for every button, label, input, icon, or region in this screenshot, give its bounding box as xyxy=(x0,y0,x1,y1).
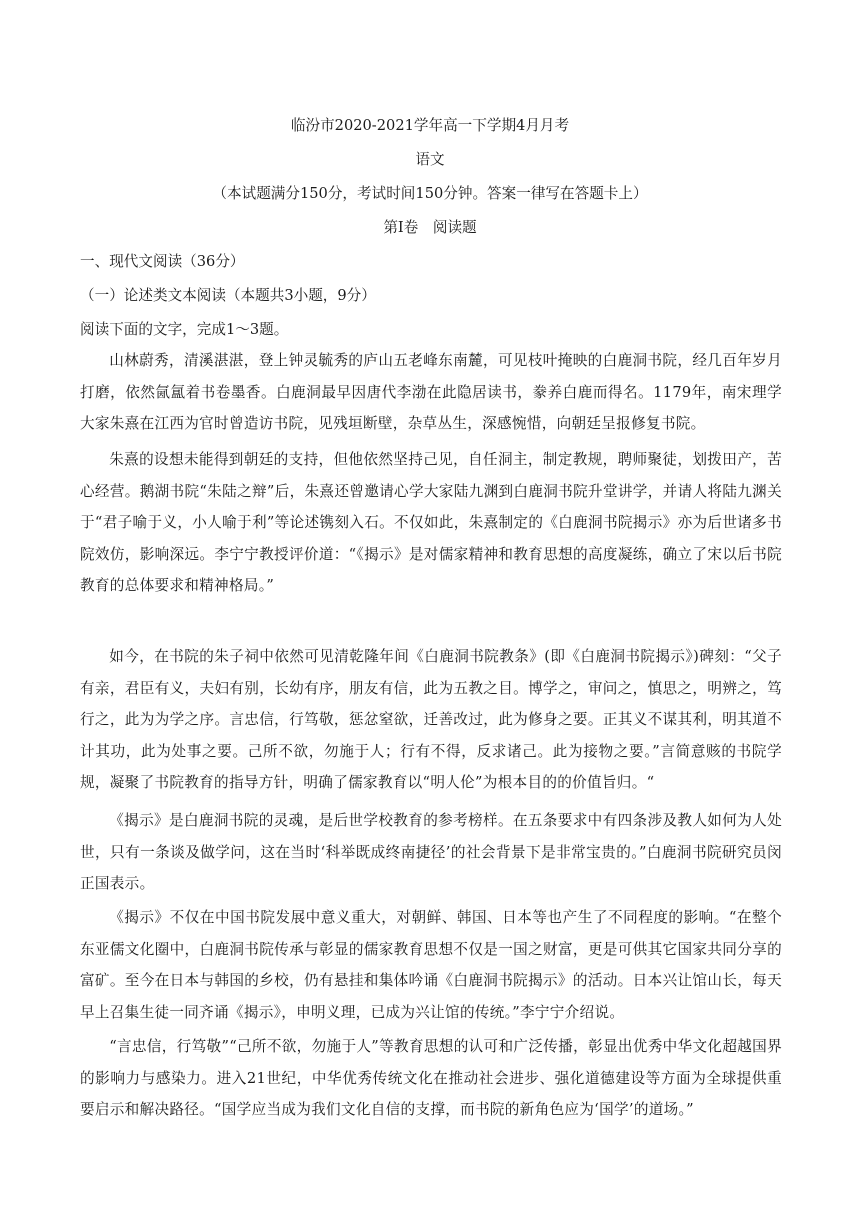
passage-paragraph-2: 朱熹的设想未能得到朝廷的支持，但他依然坚持己见，自任洞主，制定教规，聘师聚徒，划拨田产，苦心经营。鹅湖书院“朱陆之辩”后，朱熹还曾邀请心学大家陆九渊到白鹿洞书院升堂讲学，并请人将陆九渊关于“君子喻于义，小人喻于利”等论述镌刻入石。不仅如此，朱熹制定的《白鹿洞书院揭示》亦为后世诸多书院效仿，影响深远。李宁宁教授评价道：“《揭示》是对儒家精神和教育思想的高度凝练，确立了宋以后书院教育的总体要求和精神格局。” xyxy=(80,451,782,595)
exam-title: 临汾市2020-2021学年高一下学期4月月考 xyxy=(290,117,570,134)
subject-label: 语文 xyxy=(415,151,445,168)
passage-paragraph-1: 山林蔚秀，清溪湛湛，登上钟灵毓秀的庐山五老峰东南麓，可见枝叶掩映的白鹿洞书院，经几百年岁月打磨，依然氤氲着书卷墨香。白鹿洞最早因唐代李渤在此隐居读书，豢养白鹿而得名。1179年，南宋理学大家朱熹在江西为官时曾造访书院，见残垣断壁，杂草丛生，深感惋惜，向朝廷呈报修复书院。 xyxy=(80,352,782,433)
exam-note: （本试题满分150分，考试时间150分钟。答案一律写在答题卡上） xyxy=(212,185,648,202)
passage-paragraph-5: 《揭示》不仅在中国书院发展中意义重大，对朝鲜、韩国、日本等也产生了不同程度的影响。“在整个东亚儒文化圈中，白鹿洞书院传承与彰显的儒家教育思想不仅是一国之财富，更是可供其它国家共同分享的富矿。至今在日本与韩国的乡校，仍有悬挂和集体吟诵《白鹿洞书院揭示》的活动。日本兴让馆山长，每天早上召集生徒一同齐诵《揭示》，申明义理，已成为兴让馆的传统。”李宁宁介绍说。 xyxy=(80,909,782,1021)
section-heading: 一、现代文阅读（36分） xyxy=(80,253,245,270)
reading-instruction: 阅读下面的文字，完成1～3题。 xyxy=(80,321,289,338)
subsection-heading: （一）论述类文本阅读（本题共3小题，9分） xyxy=(80,287,376,304)
volume-heading: 第Ⅰ卷 阅读题 xyxy=(383,219,477,236)
passage-paragraph-4: 《揭示》是白鹿洞书院的灵魂，是后世学校教育的参考榜样。在五条要求中有四条涉及教人如何为人处世，只有一条谈及做学问，这在当时‘科举既成终南捷径’的社会背景下是非常宝贵的。”白鹿洞书院研究员闵正国表示。 xyxy=(80,812,782,893)
passage-paragraph-3: 如今，在书院的朱子祠中依然可见清乾隆年间《白鹿洞书院教条》(即《白鹿洞书院揭示》)碑刻：“父子有亲，君臣有义，夫妇有别，长幼有序，朋友有信，此为五教之目。博学之，审问之，慎思之，明辨之，笃行之，此为为学之序。言忠信，行笃敬，惩忿窒欲，迁善改过，此为修身之要。正其义不谋其利，明其道不计其功，此为处事之要。己所不欲，勿施于人；行有不得，反求诸己。此为接物之要。”言简意赅的书院学规，凝聚了书院教育的指导方针，明确了儒家教育以“明人伦”为根本目的的价值旨归。“ xyxy=(80,648,782,792)
passage-paragraph-6: “言忠信，行笃敬”“己所不欲，勿施于人”等教育思想的认可和广泛传播，彰显出优秀中华文化超越国界的影响力与感染力。进入21世纪，中华优秀传统文化在推动社会进步、强化道德建设等方面为全球提供重要启示和解决路径。“国学应当成为我们文化自信的支撑，而书院的新角色应为‘国学’的道场。” xyxy=(80,1038,782,1119)
